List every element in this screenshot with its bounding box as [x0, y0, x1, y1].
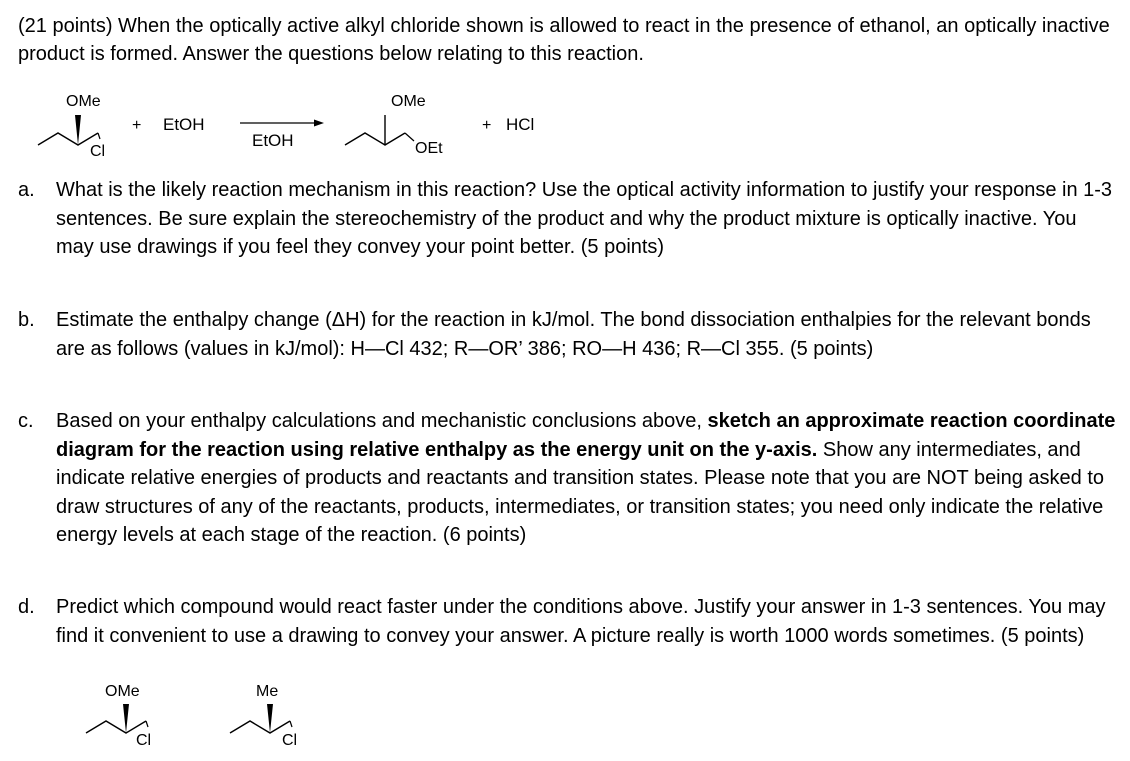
reaction-scheme: [0, 85, 535, 165]
question-letter: a.: [18, 179, 35, 201]
reagent-ethanol: EtOH: [163, 115, 205, 134]
question-d: [18, 593, 1118, 650]
compound-2-structure: [230, 704, 292, 733]
product-oet-label: OEt: [415, 140, 443, 157]
compound-2-me-label: Me: [256, 683, 279, 700]
reaction-arrow: [240, 120, 324, 127]
plus-sign-1: +: [132, 117, 142, 134]
question-c-text: [56, 407, 1118, 550]
question-c-text-pre: Based on your enthalpy calculations and mechanistic conclusions above,: [56, 410, 708, 432]
comparison-compounds: [60, 678, 320, 756]
question-d-text: Predict which compound would react faster under the conditions above. Justify your answer in 1-3 sentences. You may find it convenient to use a drawing to convey your answer. A picture really is worth 1000 words sometimes. (5 points): [56, 596, 1106, 647]
intro-paragraph: (21 points) When the optically active alkyl chloride shown is allowed to react in the presence of ethanol, an optically inactive product is formed. Answer the questions below relating to this reaction.: [18, 15, 1110, 65]
plus-sign-2: +: [482, 117, 492, 134]
question-c-text-post: Show any intermediates, and indicate relative energies of products and reactants and transition states. Please note that you are NOT being asked to draw structures of any of the reactants, products, intermediates, or transition states; you need only indicate the relative energy levels at each stage of the reaction. (6 points): [56, 438, 1105, 546]
question-b-text: Estimate the enthalpy change (ΔH) for the reaction in kJ/mol. The bond dissociation enthalpies for the relevant bonds are as follows (values in kJ/mol): H—Cl 432; R—OR’ 386; RO—H 436; R—Cl 355. (5 points): [56, 309, 1091, 360]
reactant-ome-label: OMe: [66, 93, 101, 110]
compound-1-structure: [86, 704, 148, 733]
reactant-structure: [38, 115, 100, 145]
arrow-condition-label: EtOH: [252, 131, 294, 150]
question-letter: b.: [18, 309, 35, 331]
reactant-cl-label: Cl: [90, 143, 106, 160]
question-c: [18, 407, 1118, 550]
product-structure: [345, 115, 414, 145]
compound-1-ome-label: OMe: [105, 683, 140, 700]
compound-1-cl-label: Cl: [136, 732, 152, 749]
compound-2-cl-label: Cl: [282, 732, 298, 749]
question-letter: c.: [18, 410, 34, 432]
question-a: [18, 176, 1118, 262]
question-letter: d.: [18, 596, 35, 618]
product-ome-label: OMe: [391, 93, 426, 110]
byproduct-hcl: HCl: [506, 115, 535, 134]
question-c-bold-instruction: sketch an approximate reaction coordinate diagram for the reaction using relative enthalpy as the energy unit on the y-axis.: [56, 410, 1116, 461]
question-a-text: What is the likely reaction mechanism in this reaction? Use the optical activity information to justify your response in 1-3 sentences. Be sure explain the stereochemistry of the product and why the product mixture is optically inactive. You may use drawings if you feel they convey your point better. (5 points): [56, 179, 1113, 258]
question-b: [18, 306, 1118, 363]
